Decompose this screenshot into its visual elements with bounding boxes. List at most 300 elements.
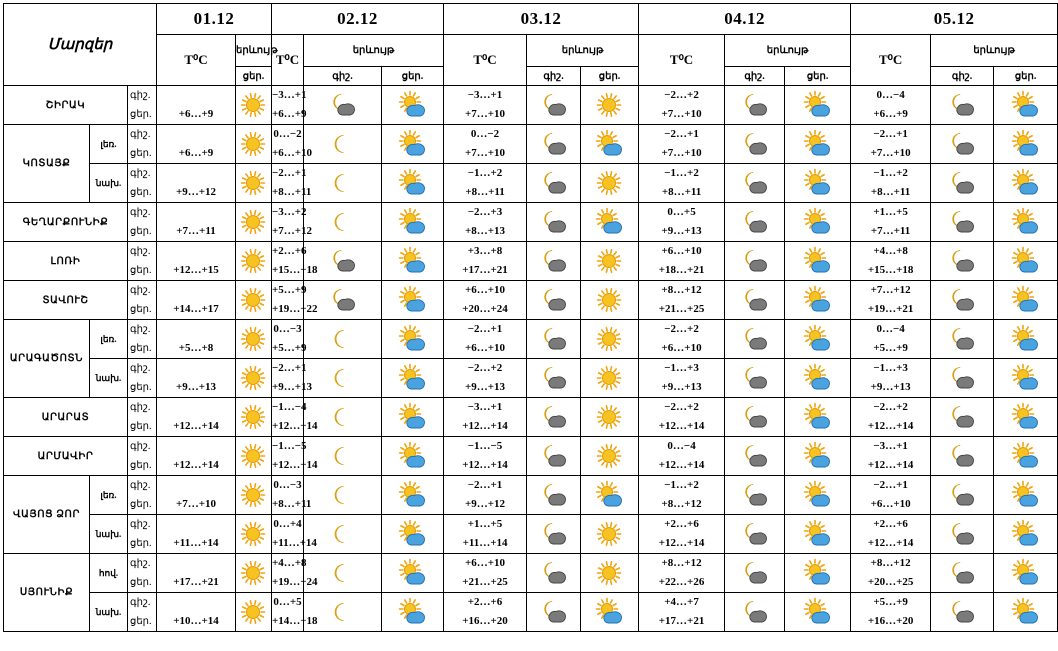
temperature-value: −2…+1 — [664, 128, 699, 140]
sun-cloud-icon — [1012, 521, 1040, 547]
weather-icon-cell — [527, 125, 581, 164]
temperature-value: 0…+4 — [273, 518, 302, 530]
time-of-day-label: ցեր. — [130, 148, 152, 159]
sun-icon — [596, 287, 624, 313]
temperature-value: −2…+2 — [664, 323, 699, 335]
weather-icon-cell — [581, 164, 639, 203]
time-of-day-label: ցեր. — [130, 343, 152, 354]
weather-icon-cell — [931, 359, 994, 398]
sun-cloud-icon — [1012, 92, 1040, 118]
time-of-day-label: ցեր. — [130, 460, 152, 471]
weather-icon-cell — [382, 320, 444, 359]
weather-icon-cell — [994, 359, 1058, 398]
temperature-value: +12…+15 — [173, 264, 219, 276]
temperature-value — [157, 554, 235, 573]
temperature-value: +4…+7 — [664, 596, 699, 608]
sun-cloud-icon — [399, 287, 427, 313]
temperature-cell — [444, 476, 527, 515]
date-header: 02.12 — [272, 4, 444, 35]
temperature-value: +6…+10 — [661, 245, 702, 257]
temperature-cell — [157, 125, 236, 164]
sun-cloud-icon — [596, 131, 624, 157]
weather-icon-cell — [725, 164, 785, 203]
temperature-value — [157, 164, 235, 183]
sun-icon — [596, 248, 624, 274]
time-of-day-labels — [128, 476, 157, 515]
weather-icon-cell — [785, 593, 851, 632]
sun-cloud-icon — [804, 482, 832, 508]
temperature-value: 0…−4 — [876, 323, 905, 335]
temperature-cell — [851, 359, 931, 398]
temperature-value: +8…+11 — [272, 498, 312, 510]
moon-cloud-icon — [540, 248, 568, 274]
weather-icon-cell — [382, 203, 444, 242]
temperature-value: +17…+21 — [462, 264, 508, 276]
temperature-cell — [639, 359, 725, 398]
temperature-value: +19…+24 — [272, 576, 318, 588]
weather-icon-cell — [785, 515, 851, 554]
sun-cloud-icon — [399, 599, 427, 625]
temperature-value: −2…+2 — [664, 401, 699, 413]
moon-cloud-icon — [948, 443, 976, 469]
sun-icon — [596, 170, 624, 196]
temperature-value: −2…+1 — [467, 479, 503, 491]
temperature-value: +9…+13 — [175, 381, 217, 393]
temperature-value: +16…+20 — [462, 615, 508, 627]
temperature-cell — [272, 164, 312, 203]
weather-icon-cell — [931, 515, 994, 554]
moon-cloud-icon — [741, 326, 769, 352]
temperature-value: +8…+11 — [661, 186, 702, 198]
night-subheader: գիշ. — [527, 67, 581, 86]
temperature-cell — [851, 476, 931, 515]
moon-cloud-icon — [540, 170, 568, 196]
temperature-value: +7…+10 — [465, 147, 506, 159]
time-of-day-labels — [128, 320, 157, 359]
sun-cloud-icon — [804, 131, 832, 157]
temperature-value: +1…+5 — [873, 206, 908, 218]
moon-icon — [329, 170, 357, 196]
temperature-cell — [851, 203, 931, 242]
moon-cloud-icon — [948, 209, 976, 235]
sun-icon — [240, 248, 268, 274]
temperature-value: −2…+2 — [467, 362, 503, 374]
temperature-value: +6…+9 — [873, 108, 908, 120]
moon-cloud-icon — [741, 170, 769, 196]
sun-cloud-icon — [1012, 365, 1040, 391]
temperature-value: +9…+13 — [465, 381, 506, 393]
temperature-cell — [444, 320, 527, 359]
temperature-cell — [851, 593, 931, 632]
weather-icon-cell — [931, 164, 994, 203]
temperature-label: T⁰C — [184, 52, 208, 67]
sun-cloud-icon — [804, 170, 832, 196]
moon-icon — [329, 209, 357, 235]
temperature-cell — [272, 554, 318, 593]
temperature-value: +7…+11 — [870, 225, 911, 237]
time-of-day-labels — [128, 203, 157, 242]
temperature-value: 0…+5 — [273, 596, 302, 608]
temperature-value: −1…−4 — [272, 401, 307, 413]
temperature-value: −3…+1 — [272, 89, 307, 101]
temperature-label: T⁰C — [878, 52, 903, 67]
weather-icon-cell — [994, 203, 1058, 242]
temperature-value: +11…+14 — [272, 537, 317, 549]
time-of-day-label: ցեր. — [130, 304, 152, 315]
temperature-cell — [444, 398, 527, 437]
time-of-day-label: գիշ. — [130, 168, 151, 179]
temperature-cell — [444, 203, 527, 242]
sun-icon — [596, 443, 624, 469]
moon-cloud-icon — [540, 443, 568, 469]
temperature-cell — [444, 125, 527, 164]
weather-icon-cell — [994, 242, 1058, 281]
temperature-value: −2…+3 — [467, 206, 503, 218]
weather-icon-cell — [236, 554, 272, 593]
sun-cloud-icon — [1012, 131, 1040, 157]
temperature-value: −2…+1 — [272, 167, 307, 179]
subregion-label: լեռ. — [90, 476, 128, 515]
moon-cloud-icon — [948, 404, 976, 430]
sun-cloud-icon — [1012, 209, 1040, 235]
temperature-cell — [444, 554, 527, 593]
temperature-cell — [272, 242, 318, 281]
temperature-value — [157, 437, 235, 456]
temperature-cell — [157, 164, 236, 203]
weather-icon-cell — [581, 86, 639, 125]
weather-icon-cell — [931, 398, 994, 437]
sun-cloud-icon — [399, 248, 427, 274]
temperature-value: +9…+13 — [870, 381, 911, 393]
temperature-value: +21…+25 — [658, 303, 705, 315]
weather-icon-cell — [931, 203, 994, 242]
temperature-value: +8…+12 — [661, 284, 702, 296]
table-row — [4, 359, 1058, 398]
temperature-value: +5…+8 — [178, 342, 214, 354]
temperature-value: +7…+11 — [176, 225, 216, 237]
moon-cloud-icon — [741, 209, 769, 235]
sun-icon — [240, 599, 268, 625]
temperature-value: +2…+6 — [272, 245, 307, 257]
weather-icon-cell — [304, 359, 382, 398]
time-of-day-label: գիշ. — [130, 285, 151, 296]
sun-cloud-icon — [804, 560, 832, 586]
moon-cloud-icon — [741, 599, 769, 625]
temperature-value: +6…+10 — [870, 498, 911, 510]
weather-icon-cell — [725, 593, 785, 632]
moon-cloud-icon — [741, 365, 769, 391]
time-of-day-label: ցեր. — [130, 577, 152, 588]
weather-icon-cell — [236, 281, 272, 320]
moon-cloud-icon — [540, 521, 568, 547]
weather-icon-cell — [382, 359, 444, 398]
time-of-day-label: ցեր. — [130, 382, 152, 393]
moon-cloud-icon — [540, 482, 568, 508]
temperature-value: +9…+12 — [175, 186, 217, 198]
moon-cloud-icon — [741, 92, 769, 118]
temperature-cell — [272, 359, 313, 398]
weather-icon-cell — [725, 320, 785, 359]
temperature-cell — [444, 437, 527, 476]
weather-icon-cell — [236, 203, 272, 242]
sun-cloud-icon — [804, 365, 832, 391]
weather-icon-cell — [581, 476, 639, 515]
temperature-value: +7…+10 — [175, 498, 217, 510]
time-of-day-label: ցեր. — [130, 616, 152, 627]
weather-icon-cell — [527, 476, 581, 515]
weather-icon-cell — [994, 476, 1058, 515]
temperature-cell — [444, 86, 527, 125]
moon-cloud-icon — [540, 131, 568, 157]
weather-icon-cell — [725, 125, 785, 164]
weather-icon-cell — [304, 164, 382, 203]
time-of-day-label: ցեր. — [130, 187, 152, 198]
moon-cloud-icon — [948, 326, 976, 352]
temperature-value: +6…+10 — [465, 557, 506, 569]
table-row — [4, 281, 1058, 320]
temperature-value — [157, 398, 235, 417]
regions-header: Մարզեր — [4, 4, 157, 86]
temperature-value: −1…+2 — [467, 167, 503, 179]
sun-icon — [596, 365, 624, 391]
moon-cloud-icon — [948, 170, 976, 196]
weather-icon-cell — [236, 164, 272, 203]
temperature-cell — [157, 359, 236, 398]
weather-icon-cell — [581, 515, 639, 554]
sun-icon — [596, 326, 624, 352]
time-of-day-labels — [128, 164, 157, 203]
temperature-value: +9…+13 — [661, 225, 702, 237]
temperature-value: +2…+6 — [664, 518, 699, 530]
moon-cloud-icon — [741, 287, 769, 313]
temperature-value: +1…+5 — [467, 518, 503, 530]
temperature-value: +12…+14 — [867, 459, 914, 471]
moon-icon — [329, 560, 357, 586]
weather-icon-cell — [236, 359, 272, 398]
weather-icon-cell — [527, 203, 581, 242]
date-header: 04.12 — [639, 4, 851, 35]
time-of-day-labels — [128, 593, 157, 632]
weather-icon-cell — [527, 593, 581, 632]
region-name: ԿՈՏԱՅՔ — [4, 125, 90, 203]
weather-icon-cell — [994, 515, 1058, 554]
weather-icon-cell — [236, 125, 272, 164]
weather-icon-cell — [785, 437, 851, 476]
time-of-day-labels — [128, 125, 157, 164]
temperature-value: 0…−2 — [470, 128, 500, 140]
temperature-cell — [851, 437, 931, 476]
temperature-cell — [444, 281, 527, 320]
temperature-value: −3…+1 — [467, 89, 503, 101]
temperature-cell — [157, 515, 236, 554]
time-of-day-label: գիշ. — [130, 363, 151, 374]
temperature-value: +14…+18 — [272, 615, 318, 627]
weather-icon-cell — [994, 164, 1058, 203]
table-row — [4, 593, 1058, 632]
temperature-value: −2…+1 — [873, 128, 908, 140]
sun-icon — [240, 365, 268, 391]
temperature-cell — [272, 515, 317, 554]
weather-icon-cell — [236, 398, 272, 437]
sun-icon — [240, 560, 268, 586]
sun-icon — [596, 560, 624, 586]
weather-icon-cell — [725, 476, 785, 515]
temperature-cell — [272, 203, 313, 242]
day-subheader: ցեր. — [236, 67, 272, 86]
temperature-value: +8…+13 — [465, 225, 506, 237]
weather-icon-cell — [725, 281, 785, 320]
sun-cloud-icon — [399, 326, 427, 352]
time-of-day-label: ցեր. — [130, 499, 152, 510]
subregion-label: նախ. — [90, 515, 128, 554]
temperature-value: +19…+21 — [867, 303, 914, 315]
temperature-value: +7…+10 — [661, 108, 702, 120]
temperature-value: +12…+14 — [173, 420, 219, 432]
weather-icon-cell — [304, 320, 382, 359]
sun-icon — [240, 326, 268, 352]
temperature-value: +12…+14 — [272, 420, 318, 432]
temperature-value: +6…+9 — [178, 108, 214, 120]
moon-cloud-icon — [948, 287, 976, 313]
moon-cloud-icon — [741, 482, 769, 508]
time-of-day-labels — [128, 281, 157, 320]
temperature-cell — [157, 281, 236, 320]
region-name: ԳԵՂԱՐՔՈՒՆԻՔ — [4, 203, 128, 242]
temperature-cell — [639, 398, 725, 437]
subregion-label: նախ. — [90, 164, 128, 203]
sun-icon — [240, 521, 268, 547]
weather-icon-cell — [931, 437, 994, 476]
table-row — [4, 164, 1058, 203]
weather-icon-cell — [581, 203, 639, 242]
temperature-value: +8…+11 — [465, 186, 505, 198]
moon-cloud-icon — [948, 131, 976, 157]
temperature-value: −1…−5 — [272, 440, 307, 452]
region-name: ՍՅՈՒՆԻՔ — [4, 554, 90, 632]
date-header: 05.12 — [851, 4, 1058, 35]
temperature-cell — [639, 242, 725, 281]
temperature-value: −3…+2 — [272, 206, 307, 218]
weather-icon-cell — [725, 86, 785, 125]
temperature-cell — [272, 593, 318, 632]
weather-icon-cell — [785, 398, 851, 437]
time-of-day-label: գիշ. — [130, 558, 151, 569]
temperature-value: −1…+2 — [664, 479, 699, 491]
sun-cloud-icon — [1012, 599, 1040, 625]
subregion-label: լեռ. — [90, 125, 128, 164]
time-of-day-labels — [128, 359, 157, 398]
sun-cloud-icon — [804, 248, 832, 274]
temperature-value: +4…+8 — [272, 557, 307, 569]
date-header: 01.12 — [157, 4, 272, 35]
temperature-value: +10…+14 — [173, 615, 219, 627]
weather-icon-cell — [382, 242, 444, 281]
temperature-value: +12…+14 — [867, 537, 914, 549]
temperature-cell — [272, 476, 312, 515]
weather-icon-cell — [785, 359, 851, 398]
sun-cloud-icon — [399, 131, 427, 157]
weather-icon-cell — [236, 593, 272, 632]
moon-cloud-icon — [540, 560, 568, 586]
temperature-cell — [639, 203, 725, 242]
sun-cloud-icon — [596, 482, 624, 508]
temperature-value: 0…−4 — [876, 89, 905, 101]
temperature-value: +21…+25 — [462, 576, 508, 588]
moon-cloud-icon — [329, 287, 357, 313]
temperature-value: +12…+14 — [658, 537, 705, 549]
sun-cloud-icon — [1012, 248, 1040, 274]
temperature-value: +2…+6 — [467, 596, 503, 608]
moon-cloud-icon — [741, 404, 769, 430]
temperature-cell — [272, 86, 307, 125]
weather-icon-cell — [527, 359, 581, 398]
moon-cloud-icon — [540, 287, 568, 313]
temperature-value: +12…+14 — [658, 420, 705, 432]
sun-cloud-icon — [399, 209, 427, 235]
temperature-value: +12…+14 — [867, 420, 914, 432]
sun-cloud-icon — [804, 287, 832, 313]
temperature-value: +14…+17 — [173, 303, 219, 315]
weather-icon-cell — [304, 203, 382, 242]
temperature-value: +6…+9 — [272, 108, 307, 120]
temperature-value: +6…+10 — [272, 147, 313, 159]
temperature-value: +5…+9 — [873, 596, 908, 608]
weather-icon-cell — [382, 554, 444, 593]
temperature-cell — [157, 476, 236, 515]
time-of-day-label: գիշ. — [130, 480, 151, 491]
time-of-day-labels — [128, 437, 157, 476]
temperature-value: +17…+21 — [658, 615, 705, 627]
moon-icon — [329, 599, 357, 625]
weather-icon-cell — [382, 281, 444, 320]
temperature-value: +16…+20 — [867, 615, 914, 627]
weather-icon-cell — [994, 593, 1058, 632]
sun-icon — [240, 131, 268, 157]
time-of-day-labels — [128, 554, 157, 593]
temperature-value: −1…+3 — [664, 362, 699, 374]
sun-cloud-icon — [399, 365, 427, 391]
temperature-value: 0…−3 — [273, 323, 302, 335]
sun-icon — [240, 482, 268, 508]
region-name: ԱՐՄԱՎԻՐ — [4, 437, 128, 476]
weather-icon-cell — [527, 281, 581, 320]
table-row — [4, 86, 1058, 125]
temperature-value: +3…+8 — [467, 245, 503, 257]
temperature-cell — [639, 437, 725, 476]
sun-cloud-icon — [1012, 404, 1040, 430]
sun-cloud-icon — [804, 521, 832, 547]
temperature-value: +12…+14 — [462, 420, 508, 432]
sun-cloud-icon — [804, 443, 832, 469]
weather-icon-cell — [527, 437, 581, 476]
weather-icon-cell — [527, 86, 581, 125]
weather-icon-cell — [236, 437, 272, 476]
time-of-day-labels — [128, 515, 157, 554]
region-name: ՇԻՐԱԿ — [4, 86, 128, 125]
subregion-label: լեռ. — [90, 320, 128, 359]
weather-icon-cell — [931, 554, 994, 593]
temperature-header — [272, 35, 304, 86]
moon-cloud-icon — [741, 131, 769, 157]
sun-cloud-icon — [399, 92, 427, 118]
moon-cloud-icon — [948, 521, 976, 547]
sun-cloud-icon — [399, 521, 427, 547]
weather-icon-cell — [236, 515, 272, 554]
temperature-header — [444, 35, 527, 86]
moon-cloud-icon — [948, 92, 976, 118]
sun-cloud-icon — [596, 599, 624, 625]
weather-icon-cell — [725, 515, 785, 554]
